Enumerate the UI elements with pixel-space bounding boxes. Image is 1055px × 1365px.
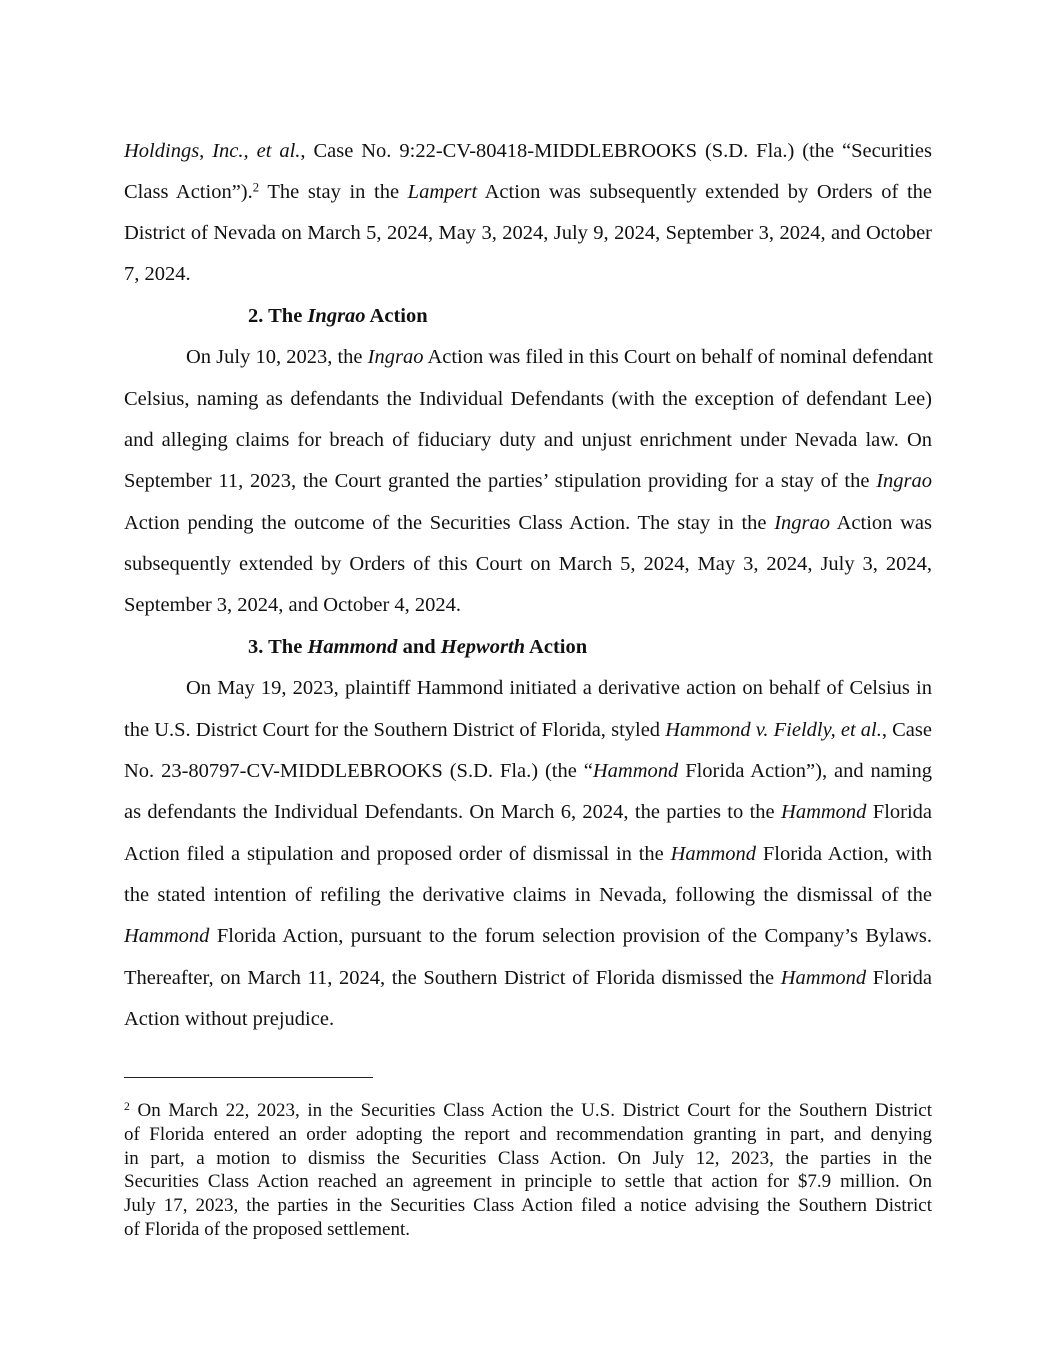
footnote-line: in part, a motion to dismiss the Securities Class Action. On July 12, 2023, the parties in the (124, 1148, 932, 1169)
text-line: September 3, 2024, and October 4, 2024. (124, 594, 462, 616)
text-line: Celsius, naming as defendants the Individual Defendants (with the exception of defendant Lee) (124, 388, 932, 410)
text-line: subsequently extended by Orders of this Court on March 5, 2024, May 3, 2024, July 3, 2024, (124, 553, 932, 575)
text-line: Holdings, Inc., et al., Case No. 9:22-CV-80418-MIDDLEBROOKS (S.D. Fla.) (the “Securities (124, 140, 932, 162)
footnote-line: of Florida of the proposed settlement. (124, 1219, 410, 1240)
footnote-line: $^2$ On March 22, 2023, in the Securities Class Action the U.S. District Court for the Southern District (124, 1100, 932, 1121)
text-line: September 11, 2023, the Court granted the parties’ stipulation providing for a stay of the Ingrao (124, 470, 932, 492)
text-line: Action filed a stipulation and proposed order of dismissal in the Hammond Florida Action, with (124, 843, 932, 865)
footnote-line: Securities Class Action reached an agreement in principle to settle that action for $7.9 million. On (124, 1171, 932, 1192)
footnote-line: July 17, 2023, the parties in the Securities Class Action filed a notice advising the Southern District (124, 1195, 932, 1216)
text-line: On July 10, 2023, the Ingrao Action was filed in this Court on behalf of nominal defendant (186, 346, 934, 368)
text-line: District of Nevada on March 5, 2024, May 3, 2024, July 9, 2024, September 3, 2024, and October (124, 222, 932, 244)
section-heading-ingrao: 2. The Ingrao Action (248, 305, 428, 327)
text-line: Action pending the outcome of the Securities Class Action. The stay in the Ingrao Action was (124, 512, 932, 534)
text-line: as defendants the Individual Defendants. On March 6, 2024, the parties to the Hammond Florida (124, 801, 933, 823)
text-line: 7, 2024. (124, 263, 191, 285)
text-line: Hammond Florida Action, pursuant to the forum selection provision of the Company’s Bylaws. (124, 925, 932, 947)
footnote-reference[interactable]: 2 (252, 180, 260, 195)
footnote-divider (124, 1077, 373, 1078)
text-line: On May 19, 2023, plaintiff Hammond initiated a derivative action on behalf of Celsius in (186, 677, 932, 699)
text-line: Class Action”).$^2$ The stay in the Lampert Action was subsequently extended by Orders of the (124, 180, 933, 203)
text-line: the stated intention of refiling the derivative claims in Nevada, following the dismissal of the (124, 884, 932, 906)
text-line: the U.S. District Court for the Southern District of Florida, styled Hammond v. Fieldly, et al., Case (124, 719, 932, 741)
text-line: No. 23-80797-CV-MIDDLEBROOKS (S.D. Fla.) (the “Hammond Florida Action”), and naming (124, 760, 932, 782)
footnote-marker: 2 (124, 1100, 130, 1114)
text-line: Action without prejudice. (124, 1008, 335, 1030)
text-line: and alleging claims for breach of fiduciary duty and unjust enrichment under Nevada law. On (124, 429, 932, 451)
section-heading-hammond-hepworth: 3. The Hammond and Hepworth Action (248, 636, 588, 658)
text-line: Thereafter, on March 11, 2024, the Southern District of Florida dismissed the Hammond Florida (124, 967, 933, 989)
footnote-line: of Florida entered an order adopting the report and recommendation granting in part, and denying (124, 1124, 932, 1145)
